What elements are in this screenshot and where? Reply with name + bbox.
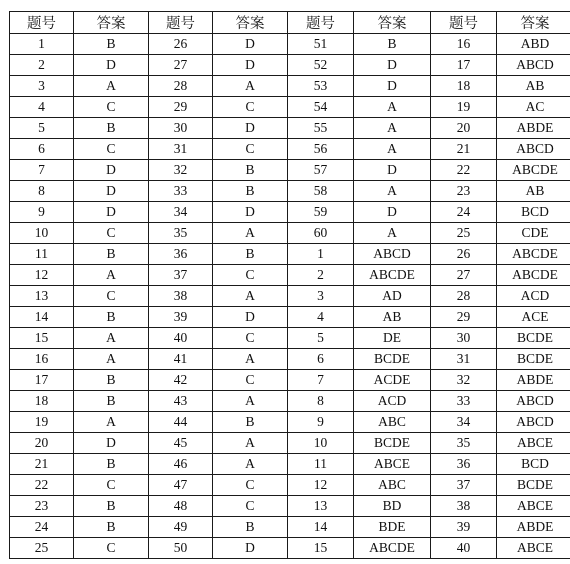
table-row <box>10 139 570 160</box>
header-question-number: 题号 <box>431 12 497 34</box>
answer-cell: D <box>213 118 288 139</box>
question-number-cell: 58 <box>288 181 354 202</box>
answer-cell: B <box>74 391 149 412</box>
question-number-cell: 5 <box>288 328 354 349</box>
answer-cell: ACD <box>354 391 431 412</box>
question-number-cell: 4 <box>10 97 74 118</box>
question-number-cell: 13 <box>10 286 74 307</box>
table-row <box>10 412 570 433</box>
table-row <box>10 97 570 118</box>
answer-cell: AB <box>354 307 431 328</box>
answer-cell: AB <box>497 76 570 97</box>
question-number-cell: 29 <box>149 97 213 118</box>
question-number-cell: 3 <box>10 76 74 97</box>
question-number-cell: 7 <box>10 160 74 181</box>
answer-cell: B <box>213 412 288 433</box>
question-number-cell: 3 <box>288 286 354 307</box>
answer-cell: AD <box>354 286 431 307</box>
header-answer: 答案 <box>497 12 570 34</box>
table-row <box>10 244 570 265</box>
question-number-cell: 14 <box>288 517 354 538</box>
question-number-cell: 20 <box>431 118 497 139</box>
answer-cell: ABD <box>497 34 570 55</box>
question-number-cell: 32 <box>149 160 213 181</box>
table-row <box>10 223 570 244</box>
question-number-cell: 37 <box>149 265 213 286</box>
question-number-cell: 6 <box>288 349 354 370</box>
answer-cell: D <box>74 55 149 76</box>
answer-cell: A <box>354 118 431 139</box>
answer-cell: ABC <box>354 475 431 496</box>
question-number-cell: 60 <box>288 223 354 244</box>
question-number-cell: 36 <box>149 244 213 265</box>
question-number-cell: 43 <box>149 391 213 412</box>
answer-cell: ABCD <box>354 244 431 265</box>
answer-cell: BCDE <box>354 349 431 370</box>
question-number-cell: 25 <box>431 223 497 244</box>
question-number-cell: 46 <box>149 454 213 475</box>
question-number-cell: 40 <box>431 538 497 559</box>
question-number-cell: 35 <box>431 433 497 454</box>
answer-cell: A <box>213 391 288 412</box>
question-number-cell: 40 <box>149 328 213 349</box>
answer-cell: B <box>213 517 288 538</box>
answer-cell: A <box>213 76 288 97</box>
question-number-cell: 30 <box>431 328 497 349</box>
question-number-cell: 5 <box>10 118 74 139</box>
table-row <box>10 286 570 307</box>
answer-cell: A <box>354 139 431 160</box>
table-row <box>10 517 570 538</box>
header-question-number: 题号 <box>149 12 213 34</box>
question-number-cell: 59 <box>288 202 354 223</box>
question-number-cell: 30 <box>149 118 213 139</box>
question-number-cell: 22 <box>10 475 74 496</box>
answer-cell: C <box>74 97 149 118</box>
header-question-number: 题号 <box>288 12 354 34</box>
question-number-cell: 19 <box>431 97 497 118</box>
question-number-cell: 15 <box>10 328 74 349</box>
table-row <box>10 55 570 76</box>
answer-cell: BCD <box>497 202 570 223</box>
answer-cell: C <box>74 286 149 307</box>
answer-cell: D <box>213 538 288 559</box>
answer-cell: BD <box>354 496 431 517</box>
answer-cell: BCDE <box>497 328 570 349</box>
question-number-cell: 4 <box>288 307 354 328</box>
answer-cell: ABCE <box>354 454 431 475</box>
answer-cell: A <box>213 223 288 244</box>
answer-cell: D <box>74 181 149 202</box>
answer-cell: B <box>74 34 149 55</box>
answer-cell: C <box>213 328 288 349</box>
answer-cell: A <box>74 76 149 97</box>
answer-cell: ABCDE <box>497 244 570 265</box>
question-number-cell: 38 <box>149 286 213 307</box>
question-number-cell: 15 <box>288 538 354 559</box>
question-number-cell: 42 <box>149 370 213 391</box>
answer-cell: A <box>354 97 431 118</box>
question-number-cell: 1 <box>10 34 74 55</box>
answer-cell: C <box>213 139 288 160</box>
answer-cell: ABDE <box>497 118 570 139</box>
question-number-cell: 31 <box>149 139 213 160</box>
question-number-cell: 33 <box>431 391 497 412</box>
question-number-cell: 27 <box>431 265 497 286</box>
question-number-cell: 11 <box>10 244 74 265</box>
answer-cell: ABCDE <box>497 160 570 181</box>
question-number-cell: 32 <box>431 370 497 391</box>
question-number-cell: 10 <box>288 433 354 454</box>
question-number-cell: 48 <box>149 496 213 517</box>
answer-cell: D <box>354 55 431 76</box>
table-row <box>10 307 570 328</box>
answer-cell: ACE <box>497 307 570 328</box>
answer-cell: D <box>213 34 288 55</box>
answer-cell: A <box>74 328 149 349</box>
answer-cell: B <box>74 307 149 328</box>
answer-cell: ABCE <box>497 496 570 517</box>
answer-cell: B <box>354 34 431 55</box>
question-number-cell: 13 <box>288 496 354 517</box>
question-number-cell: 11 <box>288 454 354 475</box>
table-row <box>10 118 570 139</box>
answer-cell: C <box>213 370 288 391</box>
answer-cell: ABCD <box>497 55 570 76</box>
question-number-cell: 21 <box>431 139 497 160</box>
question-number-cell: 21 <box>10 454 74 475</box>
answer-cell: A <box>213 433 288 454</box>
question-number-cell: 34 <box>149 202 213 223</box>
question-number-cell: 8 <box>288 391 354 412</box>
question-number-cell: 33 <box>149 181 213 202</box>
answer-cell: C <box>74 538 149 559</box>
table-body <box>10 34 570 559</box>
answer-cell: ABC <box>354 412 431 433</box>
answer-cell: A <box>74 412 149 433</box>
answer-cell: C <box>213 97 288 118</box>
question-number-cell: 31 <box>431 349 497 370</box>
question-number-cell: 12 <box>10 265 74 286</box>
question-number-cell: 52 <box>288 55 354 76</box>
question-number-cell: 2 <box>10 55 74 76</box>
question-number-cell: 18 <box>10 391 74 412</box>
question-number-cell: 17 <box>10 370 74 391</box>
header-question-number: 题号 <box>10 12 74 34</box>
table-row <box>10 328 570 349</box>
table-row <box>10 160 570 181</box>
answer-cell: B <box>74 454 149 475</box>
table-row <box>10 391 570 412</box>
question-number-cell: 16 <box>10 349 74 370</box>
question-number-cell: 16 <box>431 34 497 55</box>
question-number-cell: 25 <box>10 538 74 559</box>
answer-cell: A <box>213 286 288 307</box>
question-number-cell: 45 <box>149 433 213 454</box>
answer-cell: B <box>74 496 149 517</box>
question-number-cell: 50 <box>149 538 213 559</box>
question-number-cell: 12 <box>288 475 354 496</box>
question-number-cell: 28 <box>431 286 497 307</box>
table-row <box>10 349 570 370</box>
answer-cell: A <box>354 181 431 202</box>
question-number-cell: 8 <box>10 181 74 202</box>
answer-cell: C <box>74 223 149 244</box>
question-number-cell: 39 <box>431 517 497 538</box>
answer-cell: D <box>354 202 431 223</box>
question-number-cell: 57 <box>288 160 354 181</box>
answer-cell: ACDE <box>354 370 431 391</box>
answer-cell: ABCE <box>497 538 570 559</box>
question-number-cell: 22 <box>431 160 497 181</box>
answer-cell: ABCDE <box>497 265 570 286</box>
answer-cell: D <box>74 202 149 223</box>
question-number-cell: 55 <box>288 118 354 139</box>
question-number-cell: 54 <box>288 97 354 118</box>
table-row <box>10 202 570 223</box>
answer-cell: A <box>354 223 431 244</box>
question-number-cell: 23 <box>10 496 74 517</box>
question-number-cell: 7 <box>288 370 354 391</box>
answer-cell: B <box>74 517 149 538</box>
question-number-cell: 37 <box>431 475 497 496</box>
question-number-cell: 17 <box>431 55 497 76</box>
answer-cell: ABCD <box>497 139 570 160</box>
question-number-cell: 2 <box>288 265 354 286</box>
answer-cell: D <box>354 160 431 181</box>
table-row <box>10 454 570 475</box>
answer-cell: B <box>213 160 288 181</box>
question-number-cell: 49 <box>149 517 213 538</box>
answer-cell: B <box>74 118 149 139</box>
header-answer: 答案 <box>213 12 288 34</box>
answer-cell: C <box>213 496 288 517</box>
answer-cell: BCDE <box>497 475 570 496</box>
question-number-cell: 41 <box>149 349 213 370</box>
question-number-cell: 36 <box>431 454 497 475</box>
answer-cell: A <box>213 454 288 475</box>
question-number-cell: 38 <box>431 496 497 517</box>
question-number-cell: 44 <box>149 412 213 433</box>
answer-cell: A <box>74 349 149 370</box>
answer-cell: ACD <box>497 286 570 307</box>
question-number-cell: 56 <box>288 139 354 160</box>
question-number-cell: 27 <box>149 55 213 76</box>
answer-cell: ABDE <box>497 517 570 538</box>
question-number-cell: 53 <box>288 76 354 97</box>
question-number-cell: 29 <box>431 307 497 328</box>
table-row <box>10 265 570 286</box>
answer-cell: BDE <box>354 517 431 538</box>
answer-cell: ABCE <box>497 433 570 454</box>
question-number-cell: 9 <box>10 202 74 223</box>
answer-cell: D <box>354 76 431 97</box>
table-row <box>10 34 570 55</box>
answer-cell: C <box>74 139 149 160</box>
question-number-cell: 39 <box>149 307 213 328</box>
question-number-cell: 14 <box>10 307 74 328</box>
answer-cell: B <box>74 370 149 391</box>
answer-cell: ABDE <box>497 370 570 391</box>
question-number-cell: 26 <box>431 244 497 265</box>
answer-cell: D <box>213 307 288 328</box>
answer-cell: D <box>74 433 149 454</box>
table-row <box>10 475 570 496</box>
answer-cell: D <box>74 160 149 181</box>
question-number-cell: 19 <box>10 412 74 433</box>
question-number-cell: 24 <box>431 202 497 223</box>
table-row <box>10 496 570 517</box>
answer-cell: B <box>74 244 149 265</box>
answer-cell: B <box>213 244 288 265</box>
question-number-cell: 51 <box>288 34 354 55</box>
answer-cell: C <box>213 475 288 496</box>
question-number-cell: 20 <box>10 433 74 454</box>
answer-cell: DE <box>354 328 431 349</box>
table-row <box>10 433 570 454</box>
question-number-cell: 1 <box>288 244 354 265</box>
header-answer: 答案 <box>354 12 431 34</box>
question-number-cell: 23 <box>431 181 497 202</box>
answer-cell: D <box>213 202 288 223</box>
table-row <box>10 538 570 559</box>
header-answer: 答案 <box>74 12 149 34</box>
answer-cell: B <box>213 181 288 202</box>
answer-cell: CDE <box>497 223 570 244</box>
answer-cell: BCD <box>497 454 570 475</box>
answer-cell: ABCDE <box>354 265 431 286</box>
answer-cell: D <box>213 55 288 76</box>
question-number-cell: 35 <box>149 223 213 244</box>
answer-cell: AB <box>497 181 570 202</box>
answer-key-table <box>9 11 570 559</box>
answer-cell: ABCDE <box>354 538 431 559</box>
question-number-cell: 9 <box>288 412 354 433</box>
answer-cell: BCDE <box>497 349 570 370</box>
question-number-cell: 24 <box>10 517 74 538</box>
answer-cell: C <box>74 475 149 496</box>
question-number-cell: 6 <box>10 139 74 160</box>
table-row <box>10 76 570 97</box>
table-header-row <box>10 12 570 34</box>
question-number-cell: 34 <box>431 412 497 433</box>
table-row <box>10 370 570 391</box>
answer-cell: ABCD <box>497 412 570 433</box>
table-row <box>10 181 570 202</box>
answer-cell: ABCD <box>497 391 570 412</box>
question-number-cell: 26 <box>149 34 213 55</box>
answer-cell: C <box>213 265 288 286</box>
answer-cell: BCDE <box>354 433 431 454</box>
question-number-cell: 18 <box>431 76 497 97</box>
question-number-cell: 10 <box>10 223 74 244</box>
question-number-cell: 47 <box>149 475 213 496</box>
question-number-cell: 28 <box>149 76 213 97</box>
answer-cell: A <box>213 349 288 370</box>
answer-cell: AC <box>497 97 570 118</box>
answer-cell: A <box>74 265 149 286</box>
